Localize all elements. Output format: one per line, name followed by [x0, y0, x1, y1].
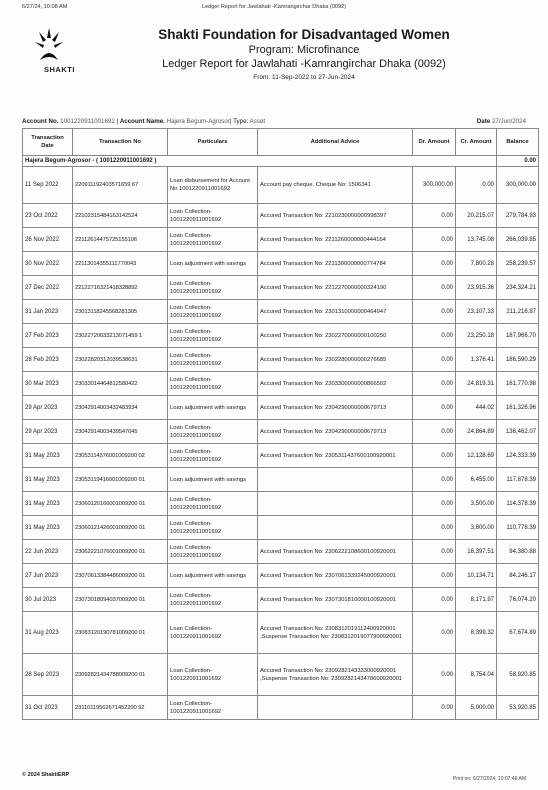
row-txn-no: 23092821434788009200 01 [73, 654, 168, 696]
row-dr: 0.00 [413, 348, 456, 372]
row-particulars: Loan Collection- 1001220911001692 [168, 444, 258, 468]
row-dr: 0.00 [413, 588, 456, 612]
table-row [23, 516, 539, 540]
row-dr: 0.00 [413, 516, 456, 540]
row-date: 31 May 2023 [23, 444, 73, 468]
row-dr: 0.00 [413, 468, 456, 492]
row-balance: 114,378.39 [497, 492, 539, 516]
row-date: 11 Sep 2022 [23, 167, 73, 204]
row-balance: 300,000.00 [497, 167, 539, 204]
browser-print-header [22, 4, 526, 16]
table-row [23, 372, 539, 396]
row-dr: 0.00 [413, 696, 456, 720]
col-header-particulars: Particulars [168, 129, 258, 156]
row-advice: Accured Transaction No: 2305311437600100920001 [258, 444, 413, 468]
row-advice [258, 468, 413, 492]
row-txn-no: 23073018094037009200 01 [73, 588, 168, 612]
row-dr: 0.00 [413, 420, 456, 444]
table-row [23, 348, 539, 372]
row-cr: 444.02 [456, 396, 497, 420]
row-cr: 20,215.07 [456, 204, 497, 228]
row-cr: 6,455.00 [456, 468, 497, 492]
col-header-dr: Dr. Amount [413, 129, 456, 156]
row-date: 30 Jul 2023 [23, 588, 73, 612]
group-row [23, 156, 539, 167]
row-cr: 24,819.31 [456, 372, 497, 396]
row-date: 31 Oct 2023 [23, 696, 73, 720]
account-no-value: 1001220911001692 [60, 118, 115, 125]
row-txn-no: 23062221076001009200 01 [73, 540, 168, 564]
row-advice: Accured Transaction No: 2307061339245000920001 [258, 564, 413, 588]
table-row [23, 228, 539, 252]
row-date: 31 May 2023 [23, 468, 73, 492]
table-row [23, 468, 539, 492]
row-txn-no: 23060121426001009200 01 [73, 516, 168, 540]
col-header-balance: Balance [497, 129, 539, 156]
row-particulars: Loan Collection- 1001220911001692 [168, 324, 258, 348]
row-txn-no: 22102315484163142524 [73, 204, 168, 228]
print-page-title: Ledger Report for Jawlahati -Kamrangirchar Dhaka (0092) [201, 4, 347, 10]
row-date: 26 Nov 2022 [23, 228, 73, 252]
row-txn-no: 23022720033213071459 1 [73, 324, 168, 348]
row-particulars: Loan Collection- 1001220911001692 [168, 540, 258, 564]
table-row [23, 492, 539, 516]
row-cr: 8,754.04 [456, 654, 497, 696]
row-balance: 211,216.87 [497, 300, 539, 324]
row-advice: Accured Transaction No: 2211260000000444164 [258, 228, 413, 252]
row-balance: 161,770.98 [497, 372, 539, 396]
row-advice [258, 696, 413, 720]
row-date: 31 May 2023 [23, 492, 73, 516]
row-txn-no: 23042914003432483934 [73, 396, 168, 420]
table-row [23, 396, 539, 420]
row-particulars: Loan Collection- 1001220911001692 [168, 516, 258, 540]
row-balance: 266,039.85 [497, 228, 539, 252]
row-particulars: Loan Collection- 1001220911001692 [168, 612, 258, 654]
table-row [23, 444, 539, 468]
table-header-row [23, 129, 539, 156]
report-title: Ledger Report for Jawlahati -Kamrangirchar Dhaka (0092) [162, 58, 446, 70]
row-balance: 58,920.85 [497, 654, 539, 696]
row-dr: 0.00 [413, 492, 456, 516]
row-particulars: Loan Collection- 1001220911001692 [168, 696, 258, 720]
row-particulars: Loan Collection- 1001220911001692 [168, 420, 258, 444]
row-date: 29 Apr 2023 [23, 396, 73, 420]
row-cr: 1,376.41 [456, 348, 497, 372]
row-cr: 8,399.32 [456, 612, 497, 654]
row-cr: 0.00 [456, 167, 497, 204]
org-name: Shakti Foundation for Disadvantaged Women [158, 27, 450, 42]
row-balance: 161,326.96 [497, 396, 539, 420]
row-dr: 0.00 [413, 564, 456, 588]
row-txn-no: 23070613384486009200 01 [73, 564, 168, 588]
group-label: Hajera Begum-Agrosor - ( 1001220911001692 ) [23, 156, 497, 167]
row-particulars: Loan Collection- 1001220911001692 [168, 372, 258, 396]
table-row [23, 167, 539, 204]
row-dr: 0.00 [413, 396, 456, 420]
row-balance: 76,074.20 [497, 588, 539, 612]
table-row [23, 276, 539, 300]
row-advice [258, 492, 413, 516]
row-advice: Accured Transaction No: 2210230000000998397 [258, 204, 413, 228]
row-particulars: Loan Collection- 1001220911001692 [168, 204, 258, 228]
row-particulars: Loan adjustment with savings [168, 564, 258, 588]
row-balance: 117,878.39 [497, 468, 539, 492]
table-row [23, 588, 539, 612]
row-balance: 187,966.70 [497, 324, 539, 348]
table-row [23, 300, 539, 324]
row-date: 27 Dec 2022 [23, 276, 73, 300]
date-value: 27/Jun/2024 [491, 118, 526, 125]
row-dr: 0.00 [413, 252, 456, 276]
group-balance: 0.00 [497, 156, 539, 167]
account-info: Account No. 1001220911001692 | Account Name. Hajera Begum-Agrosor| Type: Asset [22, 118, 266, 125]
row-dr: 0.00 [413, 204, 456, 228]
col-header-txn: Transaction No [73, 129, 168, 156]
shakti-logo-icon [34, 26, 75, 74]
row-dr: 0.00 [413, 300, 456, 324]
row-txn-no: 23083120190781009200 01 [73, 612, 168, 654]
row-balance: 110,778.39 [497, 516, 539, 540]
row-advice: Accured Transaction No: 2212270000000324190 [258, 276, 413, 300]
row-cr: 3,500.00 [456, 492, 497, 516]
table-row [23, 612, 539, 654]
row-balance: 53,920.85 [497, 696, 539, 720]
row-advice: Accured Transaction No: 2211300000000774784 [258, 252, 413, 276]
row-txn-no: 22113014355111770043 [73, 252, 168, 276]
row-cr: 7,800.28 [456, 252, 497, 276]
row-particulars: Loan Collection- 1001220911001692 [168, 348, 258, 372]
print-timestamp: 6/27/24, 10:08 AM [22, 4, 68, 10]
row-advice: Accured Transaction No: 2306222108600100920001 [258, 540, 413, 564]
row-dr: 0.00 [413, 654, 456, 696]
table-row [23, 324, 539, 348]
row-balance: 124,333.39 [497, 444, 539, 468]
row-dr: 0.00 [413, 540, 456, 564]
row-date: 22 Jun 2023 [23, 540, 73, 564]
col-header-advice: Additional Advice [258, 129, 413, 156]
row-particulars: Loan Collection- 1001220911001692 [168, 228, 258, 252]
table-row [23, 540, 539, 564]
row-cr: 23,250.18 [456, 324, 497, 348]
account-name-label: Account Name. [119, 118, 165, 125]
row-txn-no: 23042914003439547045 [73, 420, 168, 444]
row-txn-no: 22112614475725155106 [73, 228, 168, 252]
row-date: 28 Sep 2023 [23, 654, 73, 696]
row-advice: Account pay cheque. Cheque No: 1506341 [258, 167, 413, 204]
row-particulars: Loan Collection- 1001220911001692 [168, 300, 258, 324]
row-dr: 0.00 [413, 228, 456, 252]
row-advice: Accured Transaction No: 2308312019112400920001 ,Suspense Transaction No: 2308312019077900920001 [258, 612, 413, 654]
row-particulars: Loan Collection- 1001220911001692 [168, 588, 258, 612]
row-txn-no: 23013118245568281305 [73, 300, 168, 324]
row-cr: 23,915.36 [456, 276, 497, 300]
program-name: Program: Microfinance [248, 44, 360, 56]
copyright: © 2024 ShaktiERP [22, 772, 70, 778]
row-advice: Accured Transaction No: 2307301810000100920001 [258, 588, 413, 612]
report-titles [82, 26, 526, 84]
account-name-value: Hajera Begum-Agrosor [166, 118, 230, 125]
row-particulars: Loan Collection- 1001220911001692 [168, 654, 258, 696]
row-dr: 300,000.00 [413, 167, 456, 204]
row-advice: Accured Transaction No: 2309282143333000920001 ,Suspense Transaction No: 2309282143478600920001 [258, 654, 413, 696]
row-advice: Accured Transaction No: 2302280000000276685 [258, 348, 413, 372]
ledger-table [22, 128, 539, 720]
col-header-cr: Cr. Amount [456, 129, 497, 156]
row-particulars: Loan Collection- 1001220911001692 [168, 492, 258, 516]
row-dr: 0.00 [413, 324, 456, 348]
row-balance: 279,784.93 [497, 204, 539, 228]
row-advice: Accured Transaction No: 2304290000000679713 [258, 420, 413, 444]
row-cr: 8,171.97 [456, 588, 497, 612]
row-cr: 5,000.00 [456, 696, 497, 720]
logo-text: SHAKTI [44, 65, 75, 74]
row-date: 31 Aug 2023 [23, 612, 73, 654]
row-txn-no: 23060120166001009200 01 [73, 492, 168, 516]
table-row [23, 204, 539, 228]
row-txn-no: 220911192403571659 67 [73, 167, 168, 204]
row-cr: 16,397.51 [456, 540, 497, 564]
row-dr: 0.00 [413, 612, 456, 654]
table-row [23, 564, 539, 588]
row-cr: 3,600.00 [456, 516, 497, 540]
row-date: 31 Jan 2023 [23, 300, 73, 324]
row-txn-no: 23033014464812580422 [73, 372, 168, 396]
row-balance: 136,462.07 [497, 420, 539, 444]
row-cr: 24,864.89 [456, 420, 497, 444]
row-date: 30 Mar 2023 [23, 372, 73, 396]
row-cr: 12,128.69 [456, 444, 497, 468]
row-date: 27 Feb 2023 [23, 324, 73, 348]
row-balance: 94,380.88 [497, 540, 539, 564]
row-cr: 23,107.33 [456, 300, 497, 324]
row-particulars: Loan Collection- 1001220911001692 [168, 276, 258, 300]
row-dr: 0.00 [413, 444, 456, 468]
col-header-date: Transaction Date [23, 129, 73, 156]
table-row [23, 420, 539, 444]
row-particulars: Loan disbursement for Account No 1001220911001692 [168, 167, 258, 204]
row-txn-no: 23053114376001009200 02 [73, 444, 168, 468]
row-date: 30 Nov 2022 [23, 252, 73, 276]
row-cr: 13,745.08 [456, 228, 497, 252]
row-balance: 67,674.89 [497, 612, 539, 654]
row-advice: Accured Transaction No: 2303300000000866502 [258, 372, 413, 396]
row-cr: 10,134.71 [456, 564, 497, 588]
row-particulars: Loan adjustment with savings [168, 396, 258, 420]
table-row [23, 252, 539, 276]
row-advice: Accured Transaction No: 2302270000000100250 [258, 324, 413, 348]
row-date: 27 Jun 2023 [23, 564, 73, 588]
table-row [23, 654, 539, 696]
row-advice: Accured Transaction No: 2301310000000464947 [258, 300, 413, 324]
row-balance: 186,590.29 [497, 348, 539, 372]
row-dr: 0.00 [413, 372, 456, 396]
account-type-label: Type: [233, 118, 249, 125]
date-range: From: 11-Sep-2022 to 27-Jun-2024 [253, 74, 355, 81]
row-date: 28 Feb 2023 [23, 348, 73, 372]
row-advice: Accured Transaction No: 2304290000000679713 [258, 396, 413, 420]
row-balance: 234,324.21 [497, 276, 539, 300]
report-date [477, 118, 526, 125]
report-header [22, 26, 526, 96]
row-txn-no: 23053119416001009200 01 [73, 468, 168, 492]
row-advice [258, 516, 413, 540]
row-particulars: Loan adjustment with savings [168, 468, 258, 492]
table-row [23, 696, 539, 720]
account-info-line [22, 118, 526, 128]
row-date: 31 May 2023 [23, 516, 73, 540]
row-date: 23 Oct 2022 [23, 204, 73, 228]
row-dr: 0.00 [413, 276, 456, 300]
row-balance: 258,239.57 [497, 252, 539, 276]
row-date: 29 Apr 2023 [23, 420, 73, 444]
row-txn-no: 23110119562671452200 92 [73, 696, 168, 720]
row-txn-no: 22122716321418328892 [73, 276, 168, 300]
print-time: Print on: 6/27/2024, 10:07:46 AM [452, 776, 526, 782]
date-label: Date [476, 118, 491, 125]
account-type-value: Asset [249, 118, 266, 125]
row-particulars: Loan adjustment with savings [168, 252, 258, 276]
row-txn-no: 23022820312039538631 [73, 348, 168, 372]
row-balance: 84,246.17 [497, 564, 539, 588]
account-no-label: Account No. [22, 118, 59, 125]
